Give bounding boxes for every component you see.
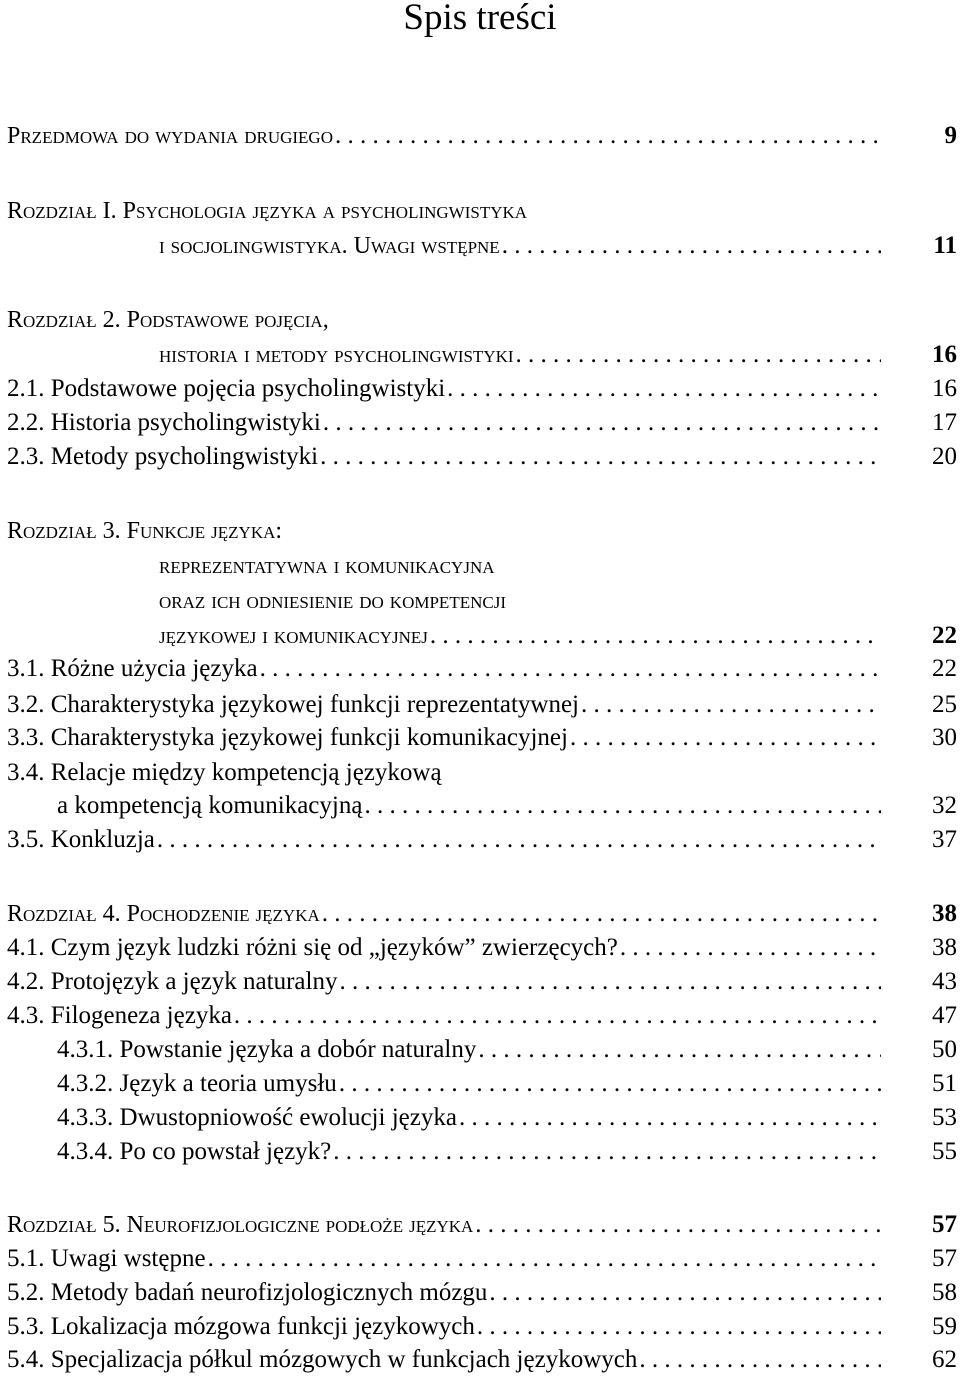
leader-dots — [339, 1067, 881, 1101]
toc-entry-label: i socjolingwistyka. Uwagi wstępne — [159, 233, 500, 259]
toc-entry-label: 3.1. Różne użycia języka — [7, 655, 258, 682]
toc-entry-page: 32 — [932, 792, 957, 819]
toc-entry-chapter-3-cont[interactable] — [7, 549, 957, 583]
leader-dots — [581, 688, 881, 722]
toc-entry-4-3-3[interactable] — [7, 1101, 957, 1135]
toc-entry-2-1[interactable] — [7, 372, 957, 406]
toc-entry-label: 5.3. Lokalizacja mózgowa funkcji językowych — [7, 1313, 475, 1340]
toc-entry-page: 38 — [932, 934, 957, 961]
toc-entry-page: 47 — [932, 1002, 957, 1029]
leader-dots — [489, 1276, 881, 1310]
toc-entry-label: Rozdział 2. Podstawowe pojęcia, — [7, 307, 329, 333]
toc-entry-label: 4.3.1. Powstanie języka a dobór naturalny — [57, 1036, 477, 1063]
toc-entry-2-2[interactable] — [7, 406, 957, 440]
leader-dots — [322, 897, 881, 931]
toc-entry-chapter-3-cont[interactable] — [7, 584, 957, 618]
toc-entry-4-3[interactable] — [7, 999, 957, 1033]
toc-entry-3-5[interactable] — [7, 823, 957, 857]
toc-entry-5-3[interactable] — [7, 1310, 957, 1344]
toc-entry-chapter-5[interactable] — [7, 1208, 957, 1242]
toc-entry-label: 5.2. Metody badań neurofizjologicznych mózgu — [7, 1279, 488, 1306]
leader-dots — [335, 119, 881, 153]
leader-dots — [323, 406, 881, 440]
toc-entry-chapter-3[interactable] — [7, 514, 957, 548]
leader-dots — [260, 652, 881, 686]
toc-entry-label: językowej i komunikacyjnej — [159, 623, 428, 649]
leader-dots — [478, 1033, 881, 1067]
toc-entry-page: 57 — [932, 1211, 957, 1238]
toc-entry-4-2[interactable] — [7, 965, 957, 999]
leader-dots — [208, 1242, 881, 1276]
toc-entry-2-3[interactable] — [7, 440, 957, 474]
toc-entry-chapter-4[interactable] — [7, 897, 957, 931]
toc-entry-label: 4.3.3. Dwustopniowość ewolucji języka — [57, 1104, 457, 1131]
toc-entry-page: 25 — [932, 691, 957, 718]
toc-entry-chapter-2-cont[interactable] — [7, 338, 957, 372]
toc-entry-label: 4.1. Czym język ludzki różni się od „języków” zwierzęcych? — [7, 934, 618, 961]
toc-entry-page: 16 — [932, 341, 957, 368]
toc-entry-3-4[interactable] — [7, 756, 957, 790]
toc-entry-label: 2.2. Historia psycholingwistyki — [7, 409, 321, 436]
toc-entry-page: 11 — [933, 232, 957, 259]
toc-entry-4-3-4[interactable] — [7, 1135, 957, 1169]
toc-entry-label: 3.3. Charakterystyka językowej funkcji komunikacyjnej — [7, 724, 568, 751]
leader-dots — [320, 440, 881, 474]
toc-entry-page: 43 — [932, 968, 957, 995]
toc-entry-page: 22 — [932, 622, 957, 649]
toc-entry-label: Rozdział 4. Pochodzenie języka — [7, 901, 320, 927]
toc-entry-3-3[interactable] — [7, 721, 957, 755]
page-title: Spis treści — [403, 0, 557, 38]
leader-dots — [447, 372, 881, 406]
toc-entry-page: 22 — [932, 655, 957, 682]
toc-entry-label: 4.3.2. Język a teoria umysłu — [57, 1070, 337, 1097]
leader-dots — [516, 338, 881, 372]
toc-entry-page: 20 — [932, 443, 957, 470]
toc-entry-page: 51 — [932, 1070, 957, 1097]
toc-entry-page: 38 — [932, 900, 957, 927]
toc-entry-page: 37 — [932, 826, 957, 853]
toc-entry-page: 59 — [932, 1313, 957, 1340]
leader-dots — [502, 229, 881, 263]
toc-entry-label: 4.3. Filogeneza języka — [7, 1002, 232, 1029]
toc-entry-3-1[interactable] — [7, 652, 957, 686]
toc-entry-label: Rozdział 5. Neurofizjologiczne podłoże języka — [7, 1212, 474, 1238]
leader-dots — [570, 721, 881, 755]
leader-dots — [157, 823, 881, 857]
leader-dots — [364, 789, 881, 823]
leader-dots — [430, 619, 881, 653]
leader-dots — [234, 999, 881, 1033]
toc-entry-label: a kompetencją komunikacyjną — [57, 792, 363, 819]
toc-entry-chapter-2[interactable] — [7, 303, 957, 337]
toc-entry-page: 16 — [932, 375, 957, 402]
toc-entry-3-2[interactable] — [7, 688, 957, 722]
toc-entry-label: historia i metody psycholingwistyki — [159, 342, 514, 368]
toc-entry-page: 57 — [932, 1245, 957, 1272]
toc-entry-label: 4.2. Protojęzyk a język naturalny — [7, 968, 338, 995]
leader-dots — [459, 1101, 881, 1135]
toc-entry-page: 30 — [932, 724, 957, 751]
toc-entry-label: oraz ich odniesienie do kompetencji — [159, 588, 506, 614]
toc-entry-5-2[interactable] — [7, 1276, 957, 1310]
toc-entry-page: 58 — [932, 1279, 957, 1306]
toc-entry-page: 17 — [932, 409, 957, 436]
leader-dots — [333, 1135, 881, 1169]
leader-dots — [477, 1310, 881, 1344]
toc-entry-label: 3.2. Charakterystyka językowej funkcji reprezentatywnej — [7, 691, 579, 718]
leader-dots — [639, 1343, 881, 1377]
leader-dots — [339, 965, 881, 999]
toc-entry-label: 3.4. Relacje między kompetencją językową — [7, 759, 442, 786]
toc-entry-3-4-cont[interactable] — [7, 789, 957, 823]
toc-entry-chapter-1-cont[interactable] — [7, 229, 957, 263]
toc-entry-page: 53 — [932, 1104, 957, 1131]
toc-entry-4-1[interactable] — [7, 931, 957, 965]
toc-entry-4-3-2[interactable] — [7, 1067, 957, 1101]
toc-entry-chapter-1[interactable] — [7, 194, 957, 228]
toc-entry-page: 50 — [932, 1036, 957, 1063]
toc-entry-label: 2.1. Podstawowe pojęcia psycholingwistyki — [7, 375, 446, 402]
toc-entry-label: 3.5. Konkluzja — [7, 826, 155, 853]
toc-entry-page: 9 — [944, 122, 957, 149]
toc-entry-label: 4.3.4. Po co powstał język? — [57, 1138, 332, 1165]
toc-entry-label: Rozdział 3. Funkcje języka: — [7, 518, 283, 544]
toc-entry-5-1[interactable] — [7, 1242, 957, 1276]
leader-dots — [620, 931, 881, 965]
toc-entry-label: reprezentatywna i komunikacyjna — [159, 553, 495, 579]
toc-entry-preface[interactable] — [7, 119, 957, 153]
toc-entry-label: 5.1. Uwagi wstępne — [7, 1245, 206, 1272]
toc-entry-label: 5.4. Specjalizacja półkul mózgowych w funkcjach językowych — [7, 1346, 638, 1373]
toc-entry-label: Rozdział I. Psychologia języka a psycholingwistyka — [7, 198, 528, 224]
leader-dots — [475, 1208, 881, 1242]
toc-entry-label: Przedmowa do wydania drugiego — [7, 123, 333, 149]
toc-entry-4-3-1[interactable] — [7, 1033, 957, 1067]
toc-entry-page: 55 — [932, 1138, 957, 1165]
toc-entry-chapter-3-cont[interactable] — [7, 619, 957, 653]
toc-entry-5-4[interactable] — [7, 1343, 957, 1377]
toc-entry-label: 2.3. Metody psycholingwistyki — [7, 443, 319, 470]
toc-entry-page: 62 — [932, 1346, 957, 1373]
